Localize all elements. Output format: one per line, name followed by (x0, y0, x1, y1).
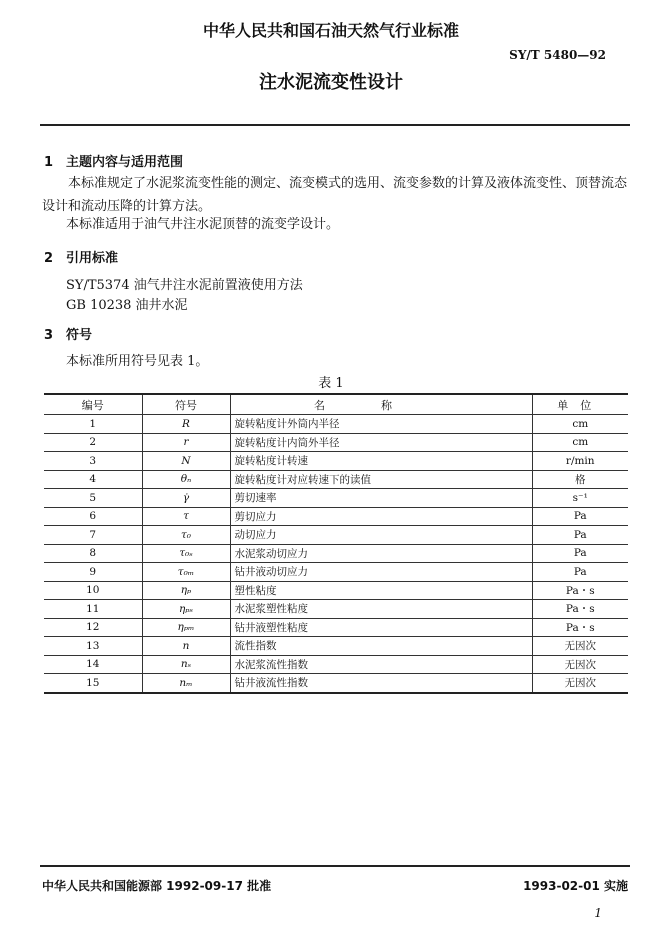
cell-symbol: R (142, 415, 230, 434)
cell-name: 塑性粘度 (230, 581, 532, 600)
cell-symbol: θₙ (142, 470, 230, 489)
cell-unit: Pa (532, 507, 628, 526)
section-title: 符号 (66, 328, 93, 343)
section-1-paragraph-2: 本标准适用于油气井注水泥顶替的流变学设计。 (66, 217, 340, 232)
cell-symbol: ηₚₛ (142, 600, 230, 619)
cell-unit: cm (532, 433, 628, 452)
footer-rule (40, 865, 630, 867)
cell-no: 12 (44, 618, 142, 637)
table-row (44, 655, 628, 674)
cell-name: 剪切速率 (230, 489, 532, 508)
effective-date: 1993-02-01 实施 (523, 879, 628, 893)
cell-unit: r/min (532, 452, 628, 471)
cell-name: 水泥浆流性指数 (230, 655, 532, 674)
header-rule (40, 124, 630, 126)
issuing-authority: 中华人民共和国能源部 1992-09-17 批准 (42, 879, 272, 893)
table-header-row (44, 394, 628, 415)
section-3-heading (44, 324, 92, 343)
cell-name: 旋转粘度计对应转速下的读值 (230, 470, 532, 489)
table-row (44, 563, 628, 582)
cell-symbol: τ₀ₛ (142, 544, 230, 563)
document-title: 注水泥流变性设计 (259, 72, 403, 93)
cell-no: 10 (44, 581, 142, 600)
cell-no: 6 (44, 507, 142, 526)
col-header-no: 编号 (44, 394, 142, 415)
cell-no: 15 (44, 674, 142, 693)
cell-symbol: nₘ (142, 674, 230, 693)
cell-unit: Pa (532, 526, 628, 545)
cell-unit: 格 (532, 470, 628, 489)
cell-symbol: τ₀ (142, 526, 230, 545)
cell-name: 旋转粘度计外筒内半径 (230, 415, 532, 434)
cell-no: 11 (44, 600, 142, 619)
cell-name: 剪切应力 (230, 507, 532, 526)
cell-no: 9 (44, 563, 142, 582)
standard-code: SY/T 5480—92 (509, 48, 606, 62)
cell-unit: 无因次 (532, 655, 628, 674)
cell-no: 8 (44, 544, 142, 563)
col-header-name (230, 394, 532, 415)
cell-no: 14 (44, 655, 142, 674)
cell-name: 流性指数 (230, 637, 532, 656)
section-number: 1 (44, 155, 54, 170)
page-number: 1 (594, 906, 602, 920)
section-number: 3 (44, 328, 54, 343)
table-row (44, 544, 628, 563)
table-row (44, 618, 628, 637)
section-2-heading (44, 247, 118, 266)
reference-item: GB 10238 油井水泥 (66, 298, 188, 313)
cell-symbol: τ₀ₘ (142, 563, 230, 582)
cell-no: 5 (44, 489, 142, 508)
section-3-paragraph: 本标准所用符号见表 1。 (66, 354, 209, 369)
table-row (44, 507, 628, 526)
table-row (44, 637, 628, 656)
table-row (44, 452, 628, 471)
section-number: 2 (44, 251, 54, 266)
cell-no: 4 (44, 470, 142, 489)
table-row (44, 470, 628, 489)
symbol-table (44, 393, 628, 694)
cell-no: 2 (44, 433, 142, 452)
table-row (44, 600, 628, 619)
col-header-name-text: 名称 (314, 398, 448, 412)
cell-symbol: n (142, 637, 230, 656)
cell-symbol: γ̇ (142, 489, 230, 508)
cell-no: 13 (44, 637, 142, 656)
cell-unit: 无因次 (532, 637, 628, 656)
table-caption: 表 1 (318, 376, 344, 391)
table-row (44, 674, 628, 693)
cell-symbol: N (142, 452, 230, 471)
table-body (44, 415, 628, 693)
col-header-unit-text: 单位 (557, 398, 604, 412)
col-header-symbol: 符号 (142, 394, 230, 415)
cell-unit: Pa・s (532, 581, 628, 600)
col-header-unit (532, 394, 628, 415)
section-1-paragraph-1: 本标准规定了水泥浆流变性能的测定、流变模式的选用、流变参数的计算及液体流变性、顶替流态设计和流动压降的计算方法。 (42, 176, 628, 214)
table-row (44, 433, 628, 452)
section-title: 主题内容与适用范围 (66, 155, 184, 170)
table-row (44, 415, 628, 434)
cell-name: 钻井液流性指数 (230, 674, 532, 693)
cell-no: 3 (44, 452, 142, 471)
cell-name: 钻井液塑性粘度 (230, 618, 532, 637)
table-row (44, 489, 628, 508)
cell-symbol: nₛ (142, 655, 230, 674)
cell-unit: s⁻¹ (532, 489, 628, 508)
table-row (44, 581, 628, 600)
standard-org-heading: 中华人民共和国石油天然气行业标准 (202, 21, 459, 40)
table-row (44, 526, 628, 545)
cell-unit: Pa (532, 563, 628, 582)
cell-symbol: ηₚ (142, 581, 230, 600)
cell-symbol: r (142, 433, 230, 452)
cell-symbol: τ (142, 507, 230, 526)
section-1-heading (44, 151, 183, 170)
cell-no: 7 (44, 526, 142, 545)
cell-unit: Pa・s (532, 600, 628, 619)
cell-unit: Pa (532, 544, 628, 563)
cell-no: 1 (44, 415, 142, 434)
cell-symbol: ηₚₘ (142, 618, 230, 637)
cell-name: 水泥浆塑性粘度 (230, 600, 532, 619)
cell-name: 动切应力 (230, 526, 532, 545)
cell-name: 钻井液动切应力 (230, 563, 532, 582)
cell-name: 水泥浆动切应力 (230, 544, 532, 563)
cell-unit: 无因次 (532, 674, 628, 693)
cell-name: 旋转粘度计内筒外半径 (230, 433, 532, 452)
section-title: 引用标准 (66, 251, 119, 266)
cell-unit: cm (532, 415, 628, 434)
reference-item: SY/T5374 油气井注水泥前置液使用方法 (66, 278, 303, 293)
cell-unit: Pa・s (532, 618, 628, 637)
cell-name: 旋转粘度计转速 (230, 452, 532, 471)
